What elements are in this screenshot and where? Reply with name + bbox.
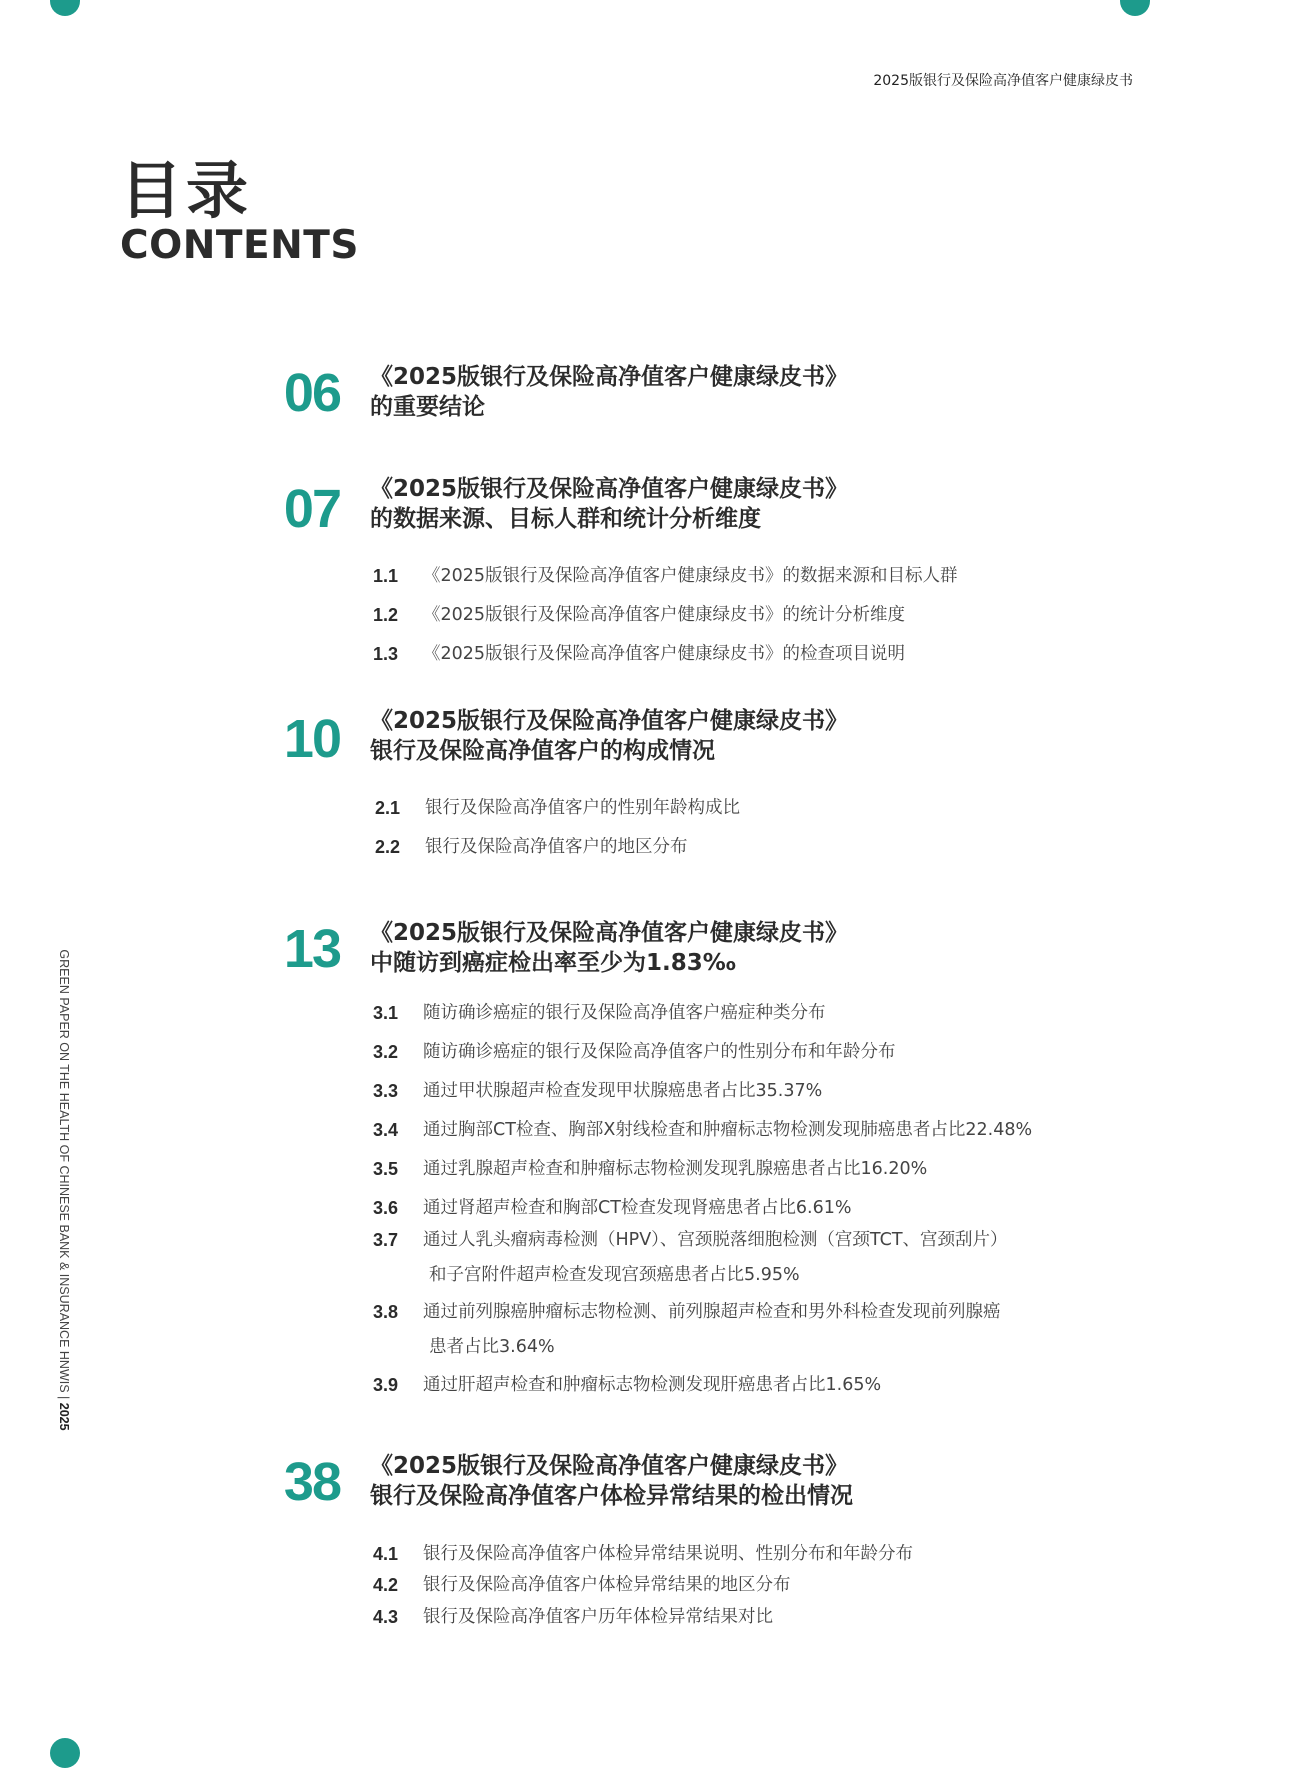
section-title-line2: 银行及保险高净值客户体检异常结果的检出情况 (370, 1483, 853, 1509)
toc-item-number: 3.1 (373, 1003, 399, 1023)
toc-item-text: 《2025版银行及保险高净值客户健康绿皮书》的数据来源和目标人群 (423, 566, 958, 586)
toc-item-text: 随访确诊癌症的银行及保险高净值客户癌症种类分布 (423, 1003, 826, 1023)
decorative-dot-top-left (50, 0, 80, 16)
page-title-en: CONTENTS (120, 223, 359, 268)
toc-item-text: 《2025版银行及保险高净值客户健康绿皮书》的统计分析维度 (423, 605, 906, 625)
toc-item-number: 3.4 (373, 1120, 399, 1140)
toc-item-number: 3.2 (373, 1042, 399, 1062)
section-page-number: 06 (283, 363, 340, 423)
section-page-number: 38 (283, 1452, 340, 1512)
page-title-cn: 目录 (120, 154, 253, 227)
toc-item-text: 通过前列腺癌肿瘤标志物检测、前列腺超声检查和男外科检查发现前列腺癌 (423, 1302, 1001, 1322)
section-title-line2: 银行及保险高净值客户的构成情况 (370, 738, 715, 764)
toc-item-number: 3.9 (373, 1375, 399, 1395)
toc-item-text: 通过肝超声检查和肿瘤标志物检测发现肝癌患者占比1.65% (423, 1375, 882, 1395)
section-title-line2: 中随访到癌症检出率至少为1.83‰ (370, 950, 736, 976)
toc-item-number: 4.1 (373, 1544, 399, 1564)
toc-item-text: 通过胸部CT检查、胸部X射线检查和肿瘤标志物检测发现肺癌患者占比22.48% (423, 1120, 1033, 1140)
section-title-line2: 的数据来源、目标人群和统计分析维度 (370, 506, 761, 532)
side-caption (57, 949, 71, 1430)
toc-item-number: 1.2 (373, 605, 399, 625)
decorative-dot-bottom-left (50, 1738, 80, 1768)
section-title-line1: 《2025版银行及保险高净值客户健康绿皮书》 (370, 920, 849, 946)
toc-item-number: 2.1 (375, 798, 401, 818)
toc-item-text: 随访确诊癌症的银行及保险高净值客户的性别分布和年龄分布 (423, 1042, 896, 1062)
section-title (370, 706, 848, 766)
toc-item-number: 4.2 (373, 1575, 399, 1595)
toc-item-number: 1.1 (373, 566, 399, 586)
section-title-line1: 《2025版银行及保险高净值客户健康绿皮书》 (370, 1453, 849, 1479)
section-title (370, 1451, 853, 1511)
toc-item-number: 4.3 (373, 1607, 399, 1627)
section-title-line2: 的重要结论 (370, 394, 485, 420)
section-title-line1: 《2025版银行及保险高净值客户健康绿皮书》 (370, 708, 849, 734)
decorative-dot-top-right (1120, 0, 1150, 16)
toc-item-text: 通过甲状腺超声检查发现甲状腺癌患者占比35.37% (423, 1081, 823, 1101)
toc-item-text: 通过乳腺超声检查和肿瘤标志物检测发现乳腺癌患者占比16.20% (423, 1159, 928, 1179)
toc-item-text: 银行及保险高净值客户体检异常结果的地区分布 (423, 1575, 791, 1595)
toc-item-number: 1.3 (373, 644, 399, 664)
toc-item-text: 银行及保险高净值客户的性别年龄构成比 (425, 798, 740, 818)
section-page-number: 13 (283, 919, 340, 979)
running-header: 2025版银行及保险高净值客户健康绿皮书 (873, 73, 1133, 89)
toc-item-text-continued: 和子宫附件超声检查发现宫颈癌患者占比5.95% (429, 1265, 800, 1285)
toc-item-number: 2.2 (375, 837, 401, 857)
side-caption-text: GREEN PAPER ON THE HEALTH OF CHINESE BANK & INSURANCE HNWIS | (57, 949, 71, 1403)
toc-item-number: 3.6 (373, 1198, 399, 1218)
toc-item-text: 银行及保险高净值客户历年体检异常结果对比 (423, 1607, 773, 1627)
toc-item-number: 3.8 (373, 1302, 399, 1322)
section-page-number: 07 (283, 479, 340, 539)
toc-item-text: 通过肾超声检查和胸部CT检查发现肾癌患者占比6.61% (423, 1198, 852, 1218)
toc-item-text: 银行及保险高净值客户体检异常结果说明、性别分布和年龄分布 (423, 1544, 913, 1564)
section-page-number: 10 (283, 709, 340, 769)
section-title (370, 362, 848, 422)
side-caption-year: 2025 (57, 1402, 71, 1431)
section-title (370, 474, 848, 534)
toc-item-text-continued: 患者占比3.64% (429, 1337, 555, 1357)
toc-item-number: 3.3 (373, 1081, 399, 1101)
toc-item-text: 银行及保险高净值客户的地区分布 (425, 837, 688, 857)
toc-item-number: 3.7 (373, 1230, 399, 1250)
section-title-line1: 《2025版银行及保险高净值客户健康绿皮书》 (370, 364, 849, 390)
toc-item-number: 3.5 (373, 1159, 399, 1179)
section-title-line1: 《2025版银行及保险高净值客户健康绿皮书》 (370, 476, 849, 502)
toc-item-text: 通过人乳头瘤病毒检测（HPV）、宫颈脱落细胞检测（宫颈TCT、宫颈刮片） (423, 1230, 1008, 1250)
toc-item-text: 《2025版银行及保险高净值客户健康绿皮书》的检查项目说明 (423, 644, 906, 664)
section-title (370, 918, 848, 978)
